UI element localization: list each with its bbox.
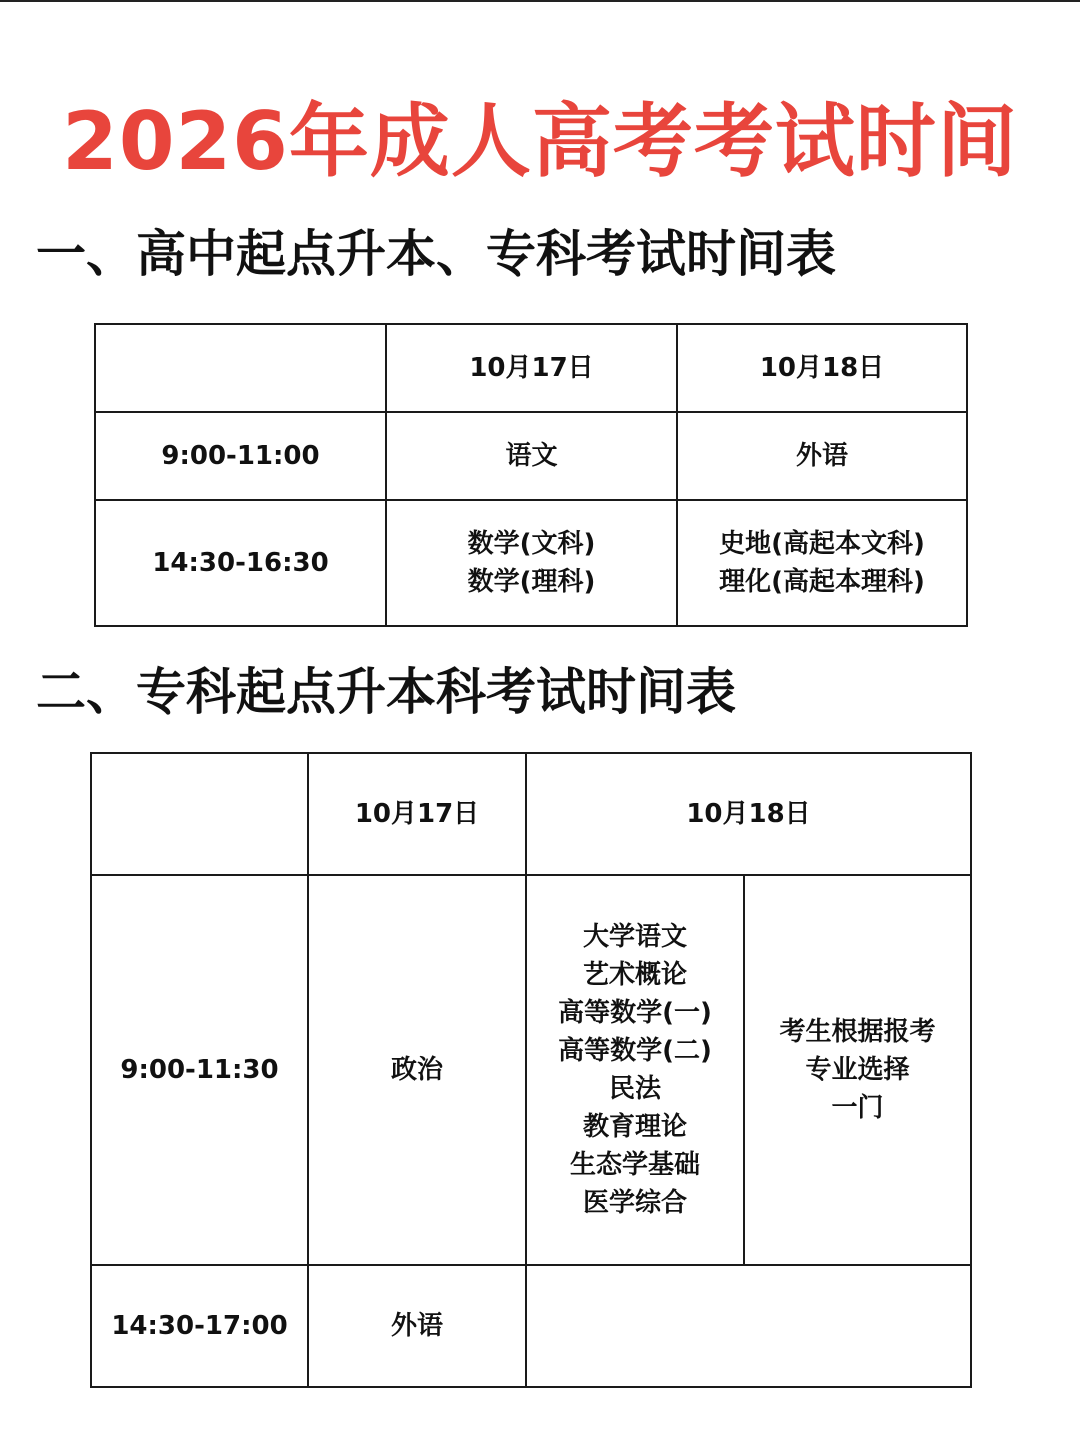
subject-cell: [386, 500, 677, 626]
subject-line: 民法: [608, 1074, 661, 1104]
subject-line: 高等数学(二): [558, 1036, 712, 1066]
note-line: 专业选择: [805, 1055, 910, 1085]
section2-heading: 二、专科起点升本科考试时间表: [36, 663, 736, 721]
table-row: [95, 324, 967, 412]
subject-line: 生态学基础: [569, 1150, 700, 1180]
section1-heading: 一、高中起点升本、专科考试时间表: [36, 225, 836, 283]
date-header-1: 10月17日: [308, 753, 526, 875]
page-title: 2026年成人高考考试时间: [62, 95, 1018, 188]
subject-line: 教育理论: [582, 1112, 687, 1142]
table-row: [91, 875, 971, 1265]
subject-cell: 政治: [308, 875, 526, 1265]
subject-cell: [677, 500, 967, 626]
time-cell: 14:30-16:30: [95, 500, 386, 626]
top-border-line: [0, 0, 1080, 2]
subject-line: 大学语文: [582, 922, 687, 952]
schedule-table-2: [90, 752, 972, 1388]
subject-line: 史地(高起本文科): [719, 529, 925, 559]
subject-line: 高等数学(一): [558, 998, 712, 1028]
subject-cell: [386, 412, 677, 500]
subject-line: 语文: [505, 441, 558, 471]
subject-line: 医学综合: [582, 1188, 687, 1218]
note-line: 考生根据报考: [779, 1017, 936, 1047]
table-row: [95, 412, 967, 500]
note-cell: [744, 875, 971, 1265]
empty-header-cell: [95, 324, 386, 412]
time-cell: 9:00-11:00: [95, 412, 386, 500]
table-row: [91, 753, 971, 875]
table-row: [91, 1265, 971, 1387]
date-header-1: 10月17日: [386, 324, 677, 412]
subject-cell: [677, 412, 967, 500]
subject-line: 艺术概论: [582, 960, 687, 990]
schedule-table-1: [94, 323, 968, 627]
subject-line: 数学(理科): [467, 567, 596, 597]
empty-header-cell: [91, 753, 308, 875]
subject-cell: 外语: [308, 1265, 526, 1387]
subject-line: 数学(文科): [467, 529, 596, 559]
table-row: [95, 500, 967, 626]
subject-list-cell: [526, 875, 744, 1265]
empty-cell: [526, 1265, 971, 1387]
time-cell: 14:30-17:00: [91, 1265, 308, 1387]
date-header-2: 10月18日: [677, 324, 967, 412]
time-cell: 9:00-11:30: [91, 875, 308, 1265]
note-line: 一门: [831, 1093, 884, 1123]
subject-line: 外语: [795, 441, 848, 471]
date-header-2: 10月18日: [526, 753, 971, 875]
subject-line: 理化(高起本理科): [719, 567, 925, 597]
